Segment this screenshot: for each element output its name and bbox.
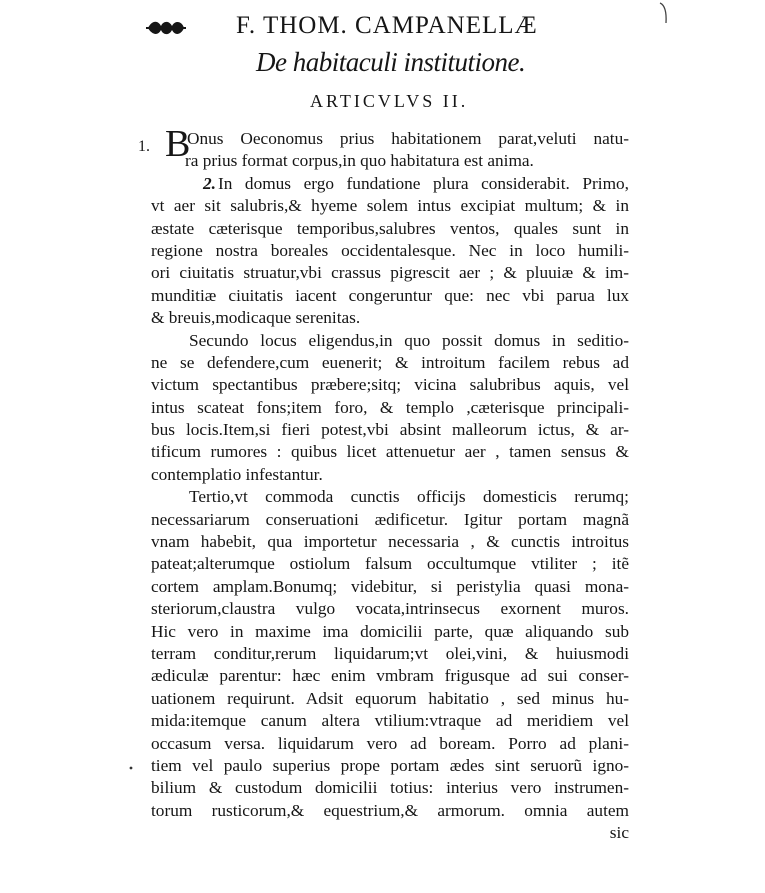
text-line: æstate cæterisque temporibus,salubres ventos, quales sunt in: [151, 218, 629, 238]
text-line: ne se defendere,cum euenerit; & introitum facilem rebus ad: [151, 352, 629, 372]
chapter-title: De habitaculi institutione.: [256, 47, 526, 77]
text-line: munditiæ ciuitatis iacent congeruntur que: nec vbi parua lux: [151, 285, 629, 305]
text-line: terram conditur,rerum liquidarum;vt olei,vini, & huiusmodi: [151, 643, 629, 663]
text-line: contemplatio infestantur.: [151, 464, 323, 484]
text-line: cortem amplam.Bonumq; videbitur, si peristylia quasi mona-: [151, 576, 629, 596]
fleuron-ornament-icon: [146, 17, 186, 39]
text-line: 2. In domus ergo fundatione plura considerabit. Primo,: [203, 173, 629, 193]
section-number-2: 2.: [203, 173, 216, 193]
text-line: bus locis.Item,si fieri potest,vbi absint malleorum ictus, & ar-: [151, 420, 629, 440]
text-line: Onus Oeconomus prius habitationem parat,veluti natu-: [187, 129, 629, 148]
text-line: Tertio,vt commoda cunctis officijs domesticis rerumq;: [189, 487, 629, 507]
text-line: torum rusticorum,& equestrium,& armorum. omnia autem: [151, 800, 629, 820]
text-line: Secundo locus eligendus,in quo possit domus in seditio-: [189, 330, 629, 350]
text-line: ædiculæ parentur: hæc enim vmbram frigusque ad sui conser-: [151, 666, 629, 686]
text-line: pateat;alterumque ostiolum falsum occultumque vtiliter ; itẽ: [151, 554, 629, 574]
text-line: vnam habebit, qua importetur necessaria , & cunctis introitus: [151, 532, 629, 552]
text-line: ori ciuitatis struatur,vbi crassus pigrescit aer ; & pluuiæ & im-: [151, 263, 629, 283]
text-line: mida:itemque canum altera vtilium:vtraque ad meridiem vel: [151, 711, 629, 731]
text-line: tificum rumores : quibus licet attenuetur aer , tamen sensus &: [151, 442, 629, 462]
article-heading: ARTICVLVS II.: [310, 91, 469, 111]
text-line: & breuis,modicaque serenitas.: [151, 308, 361, 328]
text-line: ra prius format corpus,in quo habitatura est anima.: [185, 151, 534, 171]
corner-scratch-mark: [658, 2, 670, 24]
text-line: bilium & custodum domicilii totius: interius vero instrumen-: [151, 778, 629, 798]
text-line: vt aer sit salubris,& hyeme solem intus excipiat multum; & in: [151, 196, 629, 216]
text-line: regione nostra boreales occidentalesque. Nec in loco humili-: [151, 240, 629, 260]
text-line: steriorum,claustra vulgo vocata,intrinsecus exornent muros.: [151, 599, 629, 619]
catchword: sic: [609, 823, 629, 843]
text-line: necessariarum conseruationi ædificetur. Igitur portam magnã: [151, 509, 629, 529]
running-head: F. THOM. CAMPANELLÆ: [236, 12, 538, 39]
drop-capital: B: [165, 123, 191, 165]
text-line: Hic vero in maxime ima domicilii parte, quæ aliquando sub: [151, 621, 629, 641]
text-line: tiem vel paulo superius prope portam ædes sint seruorũ igno-: [151, 755, 629, 775]
text-line: victum spectantibus præbere;sitq; vicina salubribus aquis, vel: [151, 375, 629, 395]
stray-ink-dot: [128, 765, 134, 771]
body-text: [138, 123, 629, 845]
text-line: intus scateat fons;item foro, & templo ,cæterisque principali-: [151, 397, 629, 417]
text-line: occasum versa. liquidarum vero ad boream. Porro ad plani-: [151, 733, 629, 753]
marginal-number-1: 1.: [138, 138, 150, 155]
text-line: uationem requirunt. Adsit equorum habitatio , sed minus hu-: [151, 688, 629, 708]
